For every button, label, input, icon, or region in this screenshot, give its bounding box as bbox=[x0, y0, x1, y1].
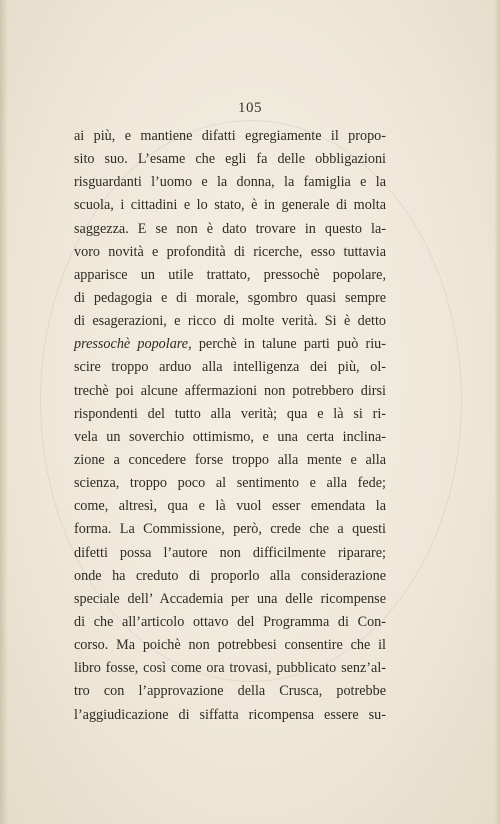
text-line-24: libro fosse, così come ora trovasi, pubblicato senz’al- bbox=[74, 660, 386, 677]
text-line-9: di esagerazioni, e ricco di molte verità. Si è detto bbox=[74, 313, 386, 330]
page-number: 105 bbox=[238, 100, 262, 116]
text-line-6: voro novità e profondità di ricerche, esso tuttavia bbox=[74, 243, 386, 260]
text-line-26: l’aggiudicazione di siffatta ricompensa essere su- bbox=[74, 706, 386, 723]
text-line-14: vela un soverchio ottimismo, e una certa inclina- bbox=[74, 428, 386, 445]
text-line-18: forma. La Commissione, però, crede che a questi bbox=[74, 521, 386, 538]
text-line-22: di che all’articolo ottavo del Programma di Con- bbox=[74, 613, 386, 630]
text-line-2: sito suo. L’esame che egli fa delle obbligazioni bbox=[74, 151, 386, 168]
text-line-19: difetti possa l’autore non difficilmente riparare; bbox=[74, 544, 386, 561]
text-line-1: ai più, e mantiene difatti egregiamente il propo- bbox=[74, 128, 386, 144]
text-line-13: rispondenti del tutto alla verità; qua e là si ri- bbox=[74, 405, 386, 422]
text-line-16: scienza, troppo poco al sentimento e alla fede; bbox=[74, 475, 386, 492]
page-edge-right bbox=[494, 0, 500, 824]
body-text bbox=[74, 125, 386, 727]
italic-phrase: pressochè popolare, bbox=[74, 336, 192, 353]
text-line-23: corso. Ma poichè non potrebbesi consentire che il bbox=[74, 637, 386, 654]
text-line-5: saggezza. E se non è dato trovare in questo la- bbox=[74, 220, 386, 237]
text-line-11: scire troppo arduo alla intelligenza dei più, ol- bbox=[74, 359, 386, 376]
text-line-7: apparisce un utile trattato, pressochè popolare, bbox=[74, 266, 386, 283]
text-line-15: zione a concedere forse troppo alla mente e alla bbox=[74, 451, 386, 468]
text-line-21: speciale dell’ Accademia per una delle ricompense bbox=[74, 590, 386, 607]
text-line-10-rest: perchè in talune parti può riu- bbox=[191, 336, 386, 353]
text-line-12: trechè poi alcune affermazioni non potrebbero dirsi bbox=[74, 382, 386, 399]
text-line-4: scuola, i cittadini e lo stato, è in generale di molta bbox=[74, 197, 386, 214]
text-line-8: di pedagogia e di morale, sgombro quasi sempre bbox=[74, 289, 386, 306]
text-line-20: onde ha creduto di proporlo alla considerazione bbox=[74, 567, 386, 584]
text-line-10 bbox=[74, 333, 386, 356]
text-line-17: come, altresì, qua e là vuol esser emendata la bbox=[74, 498, 386, 515]
text-line-3: risguardanti l’uomo e la donna, la famiglia e la bbox=[74, 174, 386, 191]
page-edge-left bbox=[0, 0, 8, 824]
text-line-25: tro con l’approvazione della Crusca, potrebbe bbox=[74, 683, 386, 700]
